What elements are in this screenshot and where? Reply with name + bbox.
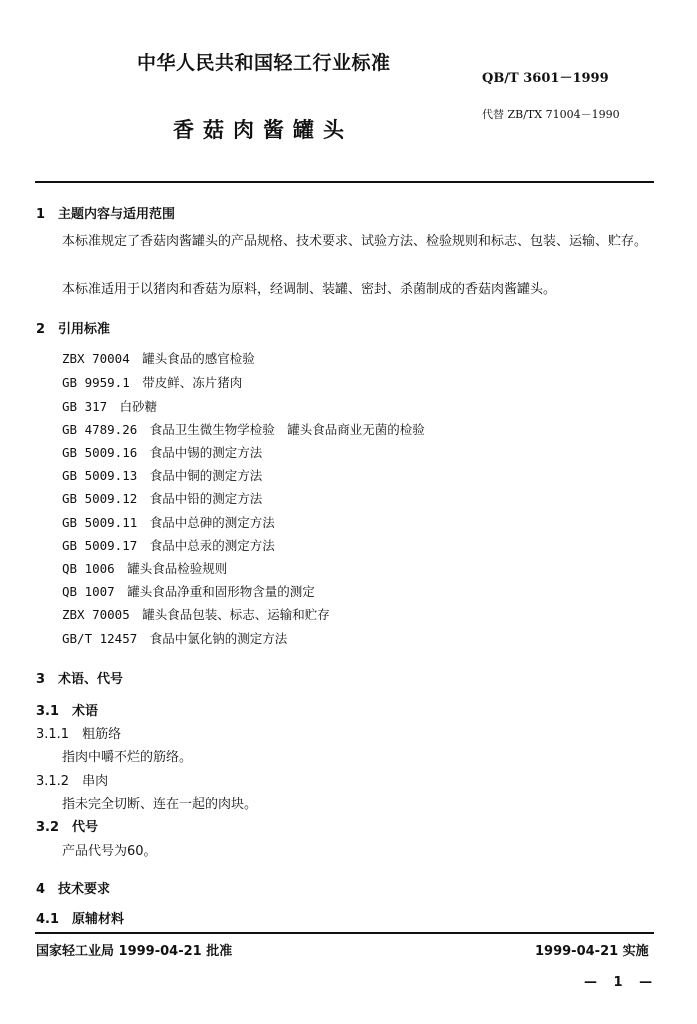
section-3-2-heading: 3.2 代号	[36, 820, 99, 835]
document-title: 香菇肉酱罐头	[173, 118, 353, 142]
reference-code: GB 5009.12	[62, 491, 138, 506]
reference-item	[62, 513, 275, 531]
reference-code: ZBX 70004	[62, 351, 130, 366]
reference-item	[62, 489, 262, 507]
section-3-1-2-definition: 指未完全切断、连在一起的肉块。	[62, 797, 258, 812]
reference-item	[62, 349, 255, 367]
reference-item	[62, 397, 157, 415]
effective-date: 1999-04-21 实施	[535, 944, 649, 959]
page-number: — 1 —	[584, 975, 659, 990]
reference-title: 罐头食品净重和固形物含量的测定	[127, 584, 315, 599]
section-3-1-2-heading: 3.1.2 串肉	[36, 774, 109, 789]
reference-title: 带皮鲜、冻片猪肉	[142, 375, 243, 390]
reference-code: GB 5009.16	[62, 445, 138, 460]
reference-item	[62, 582, 315, 600]
standard-code: QB/T 3601－1999	[482, 71, 609, 86]
section-3-1-1-heading: 3.1.1 粗筋络	[36, 727, 122, 742]
reference-code: GB 5009.17	[62, 538, 138, 553]
reference-code: GB 317	[62, 399, 108, 414]
reference-item	[62, 536, 275, 554]
reference-code: ZBX 70005	[62, 607, 130, 622]
section-3-1-1-definition: 指肉中嚼不烂的筋络。	[62, 750, 193, 765]
reference-item	[62, 420, 425, 438]
section-4-heading: 4 技术要求	[36, 882, 111, 897]
reference-item	[62, 373, 242, 391]
reference-title: 食品中铅的测定方法	[149, 491, 263, 506]
reference-item	[62, 605, 330, 623]
header-rule	[35, 181, 654, 183]
reference-title: 食品中总汞的测定方法	[149, 538, 275, 553]
section-4-1-heading: 4.1 原辅材料	[36, 912, 125, 927]
standard-title: 中华人民共和国轻工行业标准	[137, 52, 391, 74]
section-3-2-definition: 产品代号为60。	[62, 844, 157, 859]
reference-code: QB 1007	[62, 584, 115, 599]
reference-title: 食品中铜的测定方法	[149, 468, 263, 483]
reference-code: GB 5009.13	[62, 468, 138, 483]
reference-item	[62, 443, 262, 461]
reference-code: GB 5009.11	[62, 515, 138, 530]
footer-rule	[35, 932, 654, 934]
reference-title: 罐头食品检验规则	[127, 561, 228, 576]
reference-item	[62, 629, 287, 647]
section-1-paragraph-1: 本标准规定了香菇肉酱罐头的产品规格、技术要求、试验方法、检验规则和标志、包装、运输、贮存。	[62, 234, 648, 249]
reference-title: 食品卫生微生物学检验 罐头食品商业无菌的检验	[149, 422, 425, 437]
section-1-paragraph-2: 本标准适用于以猪肉和香菇为原料，经调制、装罐、密封、杀菌制成的香菇肉酱罐头。	[62, 282, 557, 297]
reference-code: GB 4789.26	[62, 422, 138, 437]
reference-code: QB 1006	[62, 561, 115, 576]
issuer-approval: 国家轻工业局 1999-04-21 批准	[36, 944, 233, 959]
section-1-heading: 1 主题内容与适用范围	[36, 207, 176, 222]
reference-code: GB/T 12457	[62, 631, 138, 646]
section-3-1-heading: 3.1 术语	[36, 704, 99, 719]
reference-title: 食品中锡的测定方法	[149, 445, 263, 460]
section-3-heading: 3 术语、代号	[36, 672, 124, 687]
replaces-standard: 代替 ZB/TX 71004－1990	[482, 108, 620, 121]
reference-item	[62, 559, 227, 577]
reference-title: 罐头食品的感官检验	[142, 351, 255, 366]
section-2-heading: 2 引用标准	[36, 322, 111, 337]
reference-title: 食品中总砷的测定方法	[149, 515, 275, 530]
reference-title: 白砂糖	[119, 399, 158, 414]
reference-title: 罐头食品包装、标志、运输和贮存	[142, 607, 330, 622]
reference-title: 食品中氯化钠的测定方法	[149, 631, 288, 646]
reference-code: GB 9959.1	[62, 375, 130, 390]
reference-item	[62, 466, 262, 484]
